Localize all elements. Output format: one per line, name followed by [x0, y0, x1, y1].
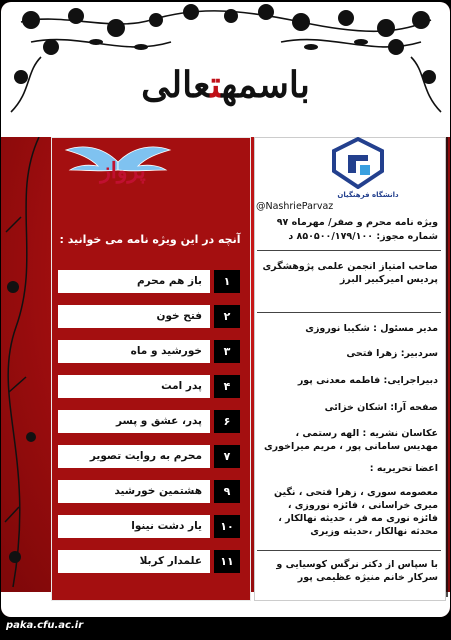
toc-item-page-number: ۹ [214, 480, 240, 503]
rose-ornament-left [1, 137, 51, 597]
toc-item[interactable] [58, 550, 240, 573]
toc-item-label: پدر، عشق و پسر [58, 410, 210, 433]
toc-item-label: فتح خون [58, 305, 210, 328]
editor-info: سردبیر: زهرا فتحی [346, 348, 438, 359]
divider [257, 250, 441, 251]
title-main: باسمه [221, 64, 310, 106]
toc-item[interactable] [58, 270, 240, 293]
page-title [1, 64, 450, 106]
toc-item-page-number: ۶ [214, 410, 240, 433]
photographers-info: عکاسان نشریه : الهه رستمی ، مهدیس سامانی پور ، مریم میراخوری [263, 428, 438, 452]
toc-item-label: یار دشت نینوا [58, 515, 210, 538]
toc-item[interactable] [58, 515, 240, 538]
toc-item[interactable] [58, 410, 240, 433]
toc-item-page-number: ۳ [214, 340, 240, 363]
layout-info: صفحه آرا: اشکان خزائی [324, 402, 438, 413]
owner-info: صاحب امتیاز انجمن علمی پژوهشگری پردیس امیرکبیر البرز [262, 261, 438, 285]
issue-info: ویژه نامه محرم و صفر/ مهرماه ۹۷ [276, 217, 438, 228]
toc-item-label: محرم به روایت تصویر [58, 445, 210, 468]
toc-item[interactable] [58, 480, 240, 503]
board-title: اعضا تحریریه : [369, 463, 438, 474]
toc-item-label: علمدار کربلا [58, 550, 210, 573]
license-number: شماره مجوز: ۸۵۰۵۰۰/۱۷۹/۱۰۰ د [288, 231, 438, 242]
toc-item-page-number: ۲ [214, 305, 240, 328]
divider [257, 550, 441, 551]
title-rest: عالی [141, 64, 211, 106]
toc-item-label: باز هم محرم [58, 270, 210, 293]
toc-item-label: پدر امت [58, 375, 210, 398]
university-logo-icon [330, 137, 386, 189]
board-members: معصومه سوری ، زهرا فتحی ، نگین میری خراسانی ، فائزه نوروزی ، فائزه نوری مه فر ، حدیثه نهالکار ، محدثه نهالکار ،حدیثه وزیری [273, 487, 438, 537]
toc-item-label: هشتمین خورشید [58, 480, 210, 503]
footer-site-link[interactable]: paka.cfu.ac.ir [6, 620, 84, 631]
contents-subtitle: آنچه در این ویژه نامه می خوانید : [59, 233, 241, 246]
toc-item-page-number: ۱ [214, 270, 240, 293]
social-handle: @NashrieParvaz [256, 201, 334, 212]
divider [257, 312, 441, 313]
toc-item[interactable] [58, 375, 240, 398]
toc-item-page-number: ۷ [214, 445, 240, 468]
university-label: دانشگاه فرهنگیان [337, 191, 399, 199]
toc-item[interactable] [58, 445, 240, 468]
toc-item-page-number: ۱۰ [214, 515, 240, 538]
magazine-name: پرواز [100, 158, 146, 184]
manager-info: مدیر مسئول : شکیبا نوروزی [305, 323, 438, 334]
table-of-contents [58, 270, 240, 585]
toc-item[interactable] [58, 305, 240, 328]
toc-item-label: خورشید و ماه [58, 340, 210, 363]
toc-item-page-number: ۴ [214, 375, 240, 398]
toc-item[interactable] [58, 340, 240, 363]
thanks-note: با سپاس از دکتر نرگس کوسیایی و سرکار خانم منیژه عظیمی پور [276, 559, 438, 583]
title-accent: ت [210, 64, 222, 106]
exec-info: دبیراجرایی: فاطمه معدنی پور [297, 375, 438, 386]
toc-item-page-number: ۱۱ [214, 550, 240, 573]
